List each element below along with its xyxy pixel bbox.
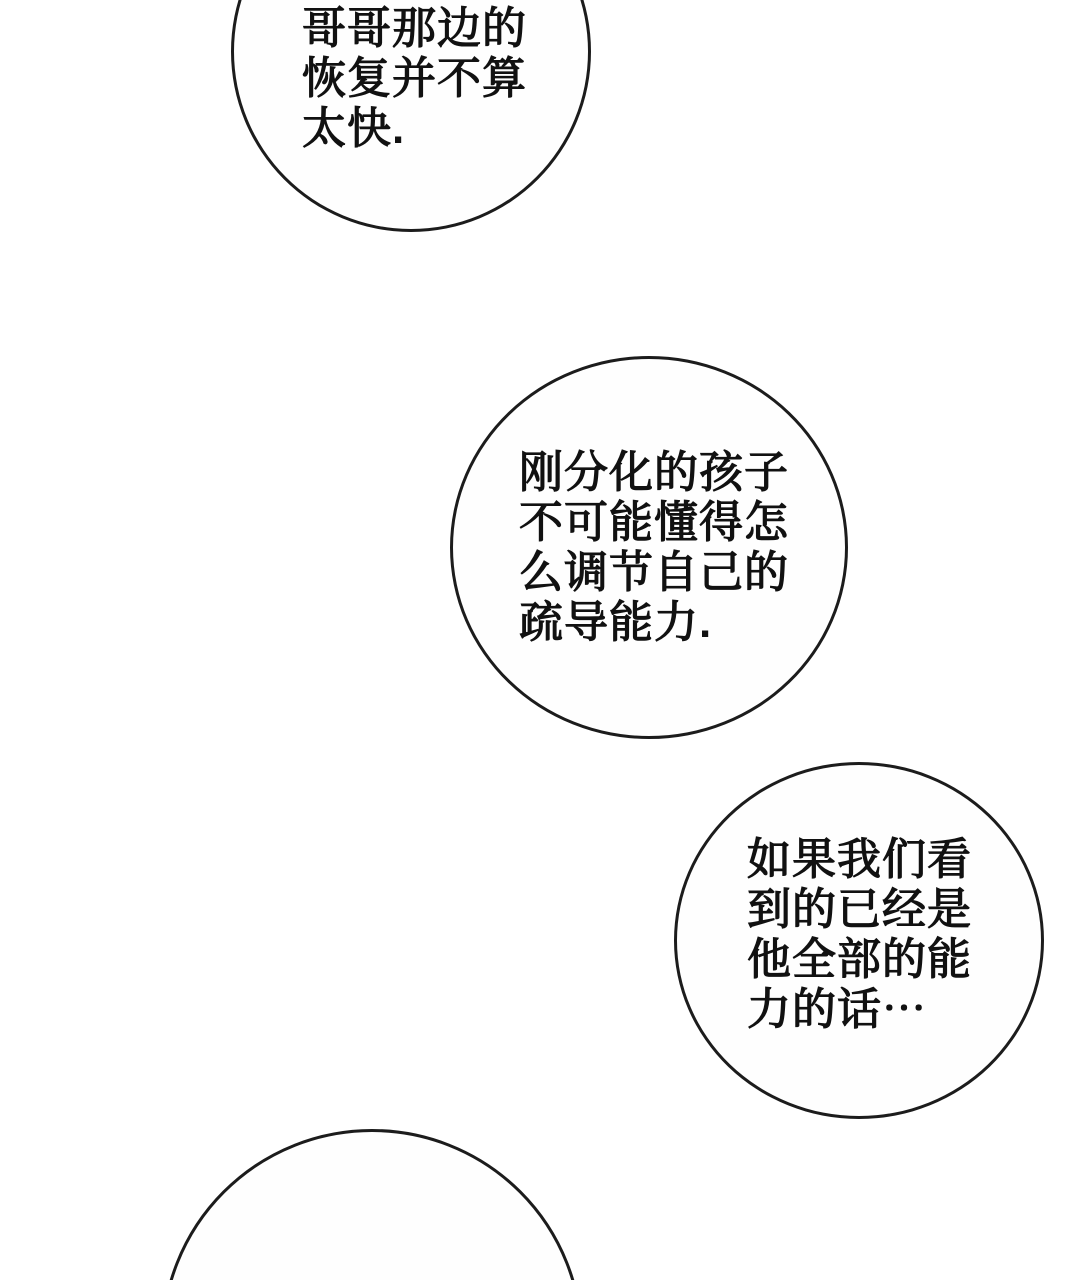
dialogue-line: 刚分化的孩子 [519, 448, 789, 497]
dialogue-line: 他全部的能 [747, 935, 972, 984]
dialogue-line: 到的已经是 [747, 885, 972, 934]
dialogue-line: 么调节自己的 [519, 548, 789, 597]
dialogue-line: 太快. [302, 104, 406, 153]
speech-bubble-bottom [161, 1129, 583, 1280]
dialogue-line: 恢复并不算 [302, 54, 527, 103]
speech-text-middle [519, 448, 789, 648]
speech-bubble-top [231, 0, 591, 232]
speech-text-right [747, 835, 972, 1035]
speech-bubble-middle [450, 356, 848, 739]
dialogue-line: 疏导能力. [519, 598, 713, 647]
dialogue-line: 不可能懂得怎 [519, 498, 789, 547]
speech-text-top [302, 4, 527, 154]
dialogue-line: 如果我们看 [747, 835, 972, 884]
dialogue-line: 哥哥那边的 [302, 4, 527, 53]
dialogue-line: 力的话⋯ [747, 985, 927, 1034]
speech-bubble-right [674, 762, 1044, 1119]
